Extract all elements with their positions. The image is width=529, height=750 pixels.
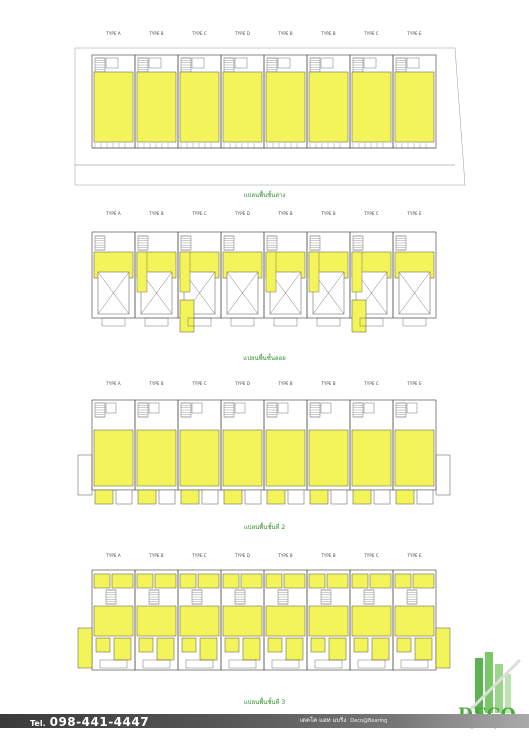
type-label-mezz-4: TYPE B xyxy=(278,211,293,216)
entry-canopy xyxy=(145,318,168,326)
room-fill-ground xyxy=(94,72,133,142)
bedroom-small xyxy=(112,574,133,588)
dressing-room xyxy=(415,638,432,660)
bedroom-main xyxy=(352,606,391,636)
bedroom-small xyxy=(241,574,262,588)
room-fill-ground xyxy=(180,72,219,142)
bedroom-main xyxy=(180,606,219,636)
toilet-room xyxy=(278,403,288,413)
type-label-3rd-3: TYPE D xyxy=(235,553,250,558)
balcony-fill xyxy=(138,490,156,504)
balcony-outline xyxy=(331,490,347,504)
room-fill-mezz-side xyxy=(352,252,362,292)
room-fill-mezz-side xyxy=(180,252,190,292)
bathroom xyxy=(397,638,411,652)
dressing-room xyxy=(243,638,260,660)
tel-number: 098-441-4447 xyxy=(49,715,150,729)
room-fill-mezz-side xyxy=(137,252,147,292)
entry-canopy xyxy=(231,318,254,326)
bathroom xyxy=(182,638,196,652)
toilet-room xyxy=(106,403,116,413)
type-label-mezz-3: TYPE D xyxy=(235,211,250,216)
dressing-room xyxy=(329,638,346,660)
balcony-outline xyxy=(417,490,433,504)
bedroom-main xyxy=(137,606,176,636)
balcony-fill xyxy=(95,490,113,504)
bedroom-small xyxy=(309,574,325,588)
balcony-outline xyxy=(245,490,261,504)
balcony-fill xyxy=(352,300,366,332)
bedroom-main xyxy=(309,606,348,636)
toilet-room xyxy=(192,403,202,413)
bedroom-small xyxy=(266,574,282,588)
balcony-fill xyxy=(224,490,242,504)
type-label-mezz-0: TYPE A xyxy=(106,211,121,216)
room-fill-ground xyxy=(137,72,176,142)
bedroom-small xyxy=(327,574,348,588)
type-label-mezz-5: TYPE B xyxy=(321,211,336,216)
type-label-ground-0: TYPE A xyxy=(106,31,121,36)
caption-second-floor: แปลนพื้นชั้นที่ 2 xyxy=(243,524,286,531)
type-label-2nd-5: TYPE B xyxy=(321,381,336,386)
bedroom-small xyxy=(413,574,434,588)
bedroom-small xyxy=(155,574,176,588)
bedroom-main xyxy=(223,606,262,636)
type-label-ground-5: TYPE B xyxy=(321,31,336,36)
bedroom-main xyxy=(395,606,434,636)
bedroom-small xyxy=(198,574,219,588)
type-label-2nd-7: TYPE E xyxy=(407,381,422,386)
toilet-room xyxy=(278,58,290,68)
type-label-ground-1: TYPE B xyxy=(149,31,164,36)
bedroom-small xyxy=(395,574,411,588)
room-fill-ground xyxy=(309,72,348,142)
tel-prefix: Tel. xyxy=(30,719,46,728)
side-wall-right xyxy=(436,455,450,495)
bedroom-small xyxy=(180,574,196,588)
toilet-room xyxy=(149,403,159,413)
balcony-outline xyxy=(202,490,218,504)
project-name-thai: เดคโค แอท แบริ่ง xyxy=(300,717,347,724)
room-fill-2nd xyxy=(137,430,176,486)
bathroom xyxy=(268,638,282,652)
balcony-outline xyxy=(401,660,428,668)
dressing-room xyxy=(157,638,174,660)
type-label-2nd-2: TYPE C xyxy=(192,381,207,386)
balcony-outline xyxy=(374,490,390,504)
bedroom-small xyxy=(370,574,391,588)
type-label-2nd-1: TYPE B xyxy=(149,381,164,386)
balcony-outline xyxy=(229,660,256,668)
bedroom-main xyxy=(266,606,305,636)
type-label-3rd-7: TYPE E xyxy=(407,553,422,558)
balcony-outline xyxy=(315,660,342,668)
type-label-ground-7: TYPE E xyxy=(407,31,422,36)
bedroom-small xyxy=(284,574,305,588)
bathroom xyxy=(139,638,153,652)
balcony-fill xyxy=(396,490,414,504)
bedroom-main xyxy=(94,606,133,636)
project-name-sub: Deco@Bearing xyxy=(350,718,388,724)
balcony-outline xyxy=(272,660,299,668)
type-label-2nd-3: TYPE D xyxy=(235,381,250,386)
toilet-room xyxy=(192,58,204,68)
toilet-room xyxy=(149,58,161,68)
entry-canopy xyxy=(274,318,297,326)
type-label-3rd-0: TYPE A xyxy=(106,553,121,558)
bedroom-small xyxy=(352,574,368,588)
room-fill-2nd xyxy=(395,430,434,486)
balcony-fill xyxy=(180,300,194,332)
room-fill-2nd xyxy=(180,430,219,486)
entry-canopy xyxy=(403,318,426,326)
type-label-3rd-2: TYPE C xyxy=(192,553,207,558)
toilet-room xyxy=(364,58,376,68)
room-fill-ground xyxy=(352,72,391,142)
bedroom-small xyxy=(94,574,110,588)
toilet-room xyxy=(235,403,245,413)
balcony-fill xyxy=(353,490,371,504)
caption-ground-floor: แปลนพื้นชั้นล่าง xyxy=(243,192,286,199)
type-label-ground-4: TYPE B xyxy=(278,31,293,36)
balcony-fill xyxy=(267,490,285,504)
dressing-room xyxy=(114,638,131,660)
room-fill-mezz-side xyxy=(266,252,276,292)
entry-canopy xyxy=(317,318,340,326)
type-label-ground-2: TYPE C xyxy=(192,31,207,36)
toilet-room xyxy=(321,403,331,413)
balcony-outline xyxy=(143,660,170,668)
toilet-room xyxy=(106,58,118,68)
bedroom-small xyxy=(137,574,153,588)
room-fill-ground xyxy=(223,72,262,142)
type-label-3rd-1: TYPE B xyxy=(149,553,164,558)
dressing-room xyxy=(372,638,389,660)
balcony-fill xyxy=(310,490,328,504)
caption-mezzanine-floor: แปลนพื้นชั้นลอย xyxy=(243,355,286,362)
type-label-ground-3: TYPE D xyxy=(235,31,250,36)
type-label-mezz-1: TYPE B xyxy=(149,211,164,216)
room-fill-2nd xyxy=(266,430,305,486)
bathroom xyxy=(311,638,325,652)
side-wall-left xyxy=(78,455,92,495)
type-label-3rd-4: TYPE B xyxy=(278,553,293,558)
balcony-outline xyxy=(159,490,175,504)
type-label-3rd-6: TYPE C xyxy=(364,553,379,558)
toilet-room xyxy=(321,58,333,68)
room-fill-ground xyxy=(266,72,305,142)
balcony-outline xyxy=(358,660,385,668)
bedroom-small xyxy=(223,574,239,588)
room-fill-2nd xyxy=(309,430,348,486)
dressing-room xyxy=(200,638,217,660)
balcony-fill xyxy=(181,490,199,504)
type-label-mezz-2: TYPE C xyxy=(192,211,207,216)
type-label-2nd-6: TYPE C xyxy=(364,381,379,386)
type-label-2nd-0: TYPE A xyxy=(106,381,121,386)
bathroom xyxy=(354,638,368,652)
caption-third-floor: แปลนพื้นชั้นที่ 3 xyxy=(243,699,286,706)
room-fill-2nd xyxy=(223,430,262,486)
type-label-mezz-7: TYPE E xyxy=(407,211,422,216)
room-fill-mezz-side xyxy=(309,252,319,292)
type-label-2nd-4: TYPE B xyxy=(278,381,293,386)
type-label-ground-6: TYPE C xyxy=(364,31,379,36)
balcony-outline xyxy=(116,490,132,504)
contact-telephone xyxy=(30,714,149,728)
room-fill-2nd xyxy=(94,430,133,486)
room-fill-ground xyxy=(395,72,434,142)
type-label-3rd-5: TYPE B xyxy=(321,553,336,558)
balcony-outline xyxy=(100,660,127,668)
toilet-room xyxy=(364,403,374,413)
type-label-mezz-6: TYPE C xyxy=(364,211,379,216)
project-name xyxy=(300,714,387,728)
bathroom xyxy=(225,638,239,652)
dressing-room xyxy=(286,638,303,660)
entry-canopy xyxy=(102,318,125,326)
toilet-room xyxy=(407,58,419,68)
side-room-right xyxy=(436,628,450,668)
toilet-room xyxy=(235,58,247,68)
side-room-left xyxy=(78,628,92,668)
room-fill-2nd xyxy=(352,430,391,486)
balcony-outline xyxy=(288,490,304,504)
toilet-room xyxy=(407,403,417,413)
bathroom xyxy=(96,638,110,652)
balcony-outline xyxy=(186,660,213,668)
